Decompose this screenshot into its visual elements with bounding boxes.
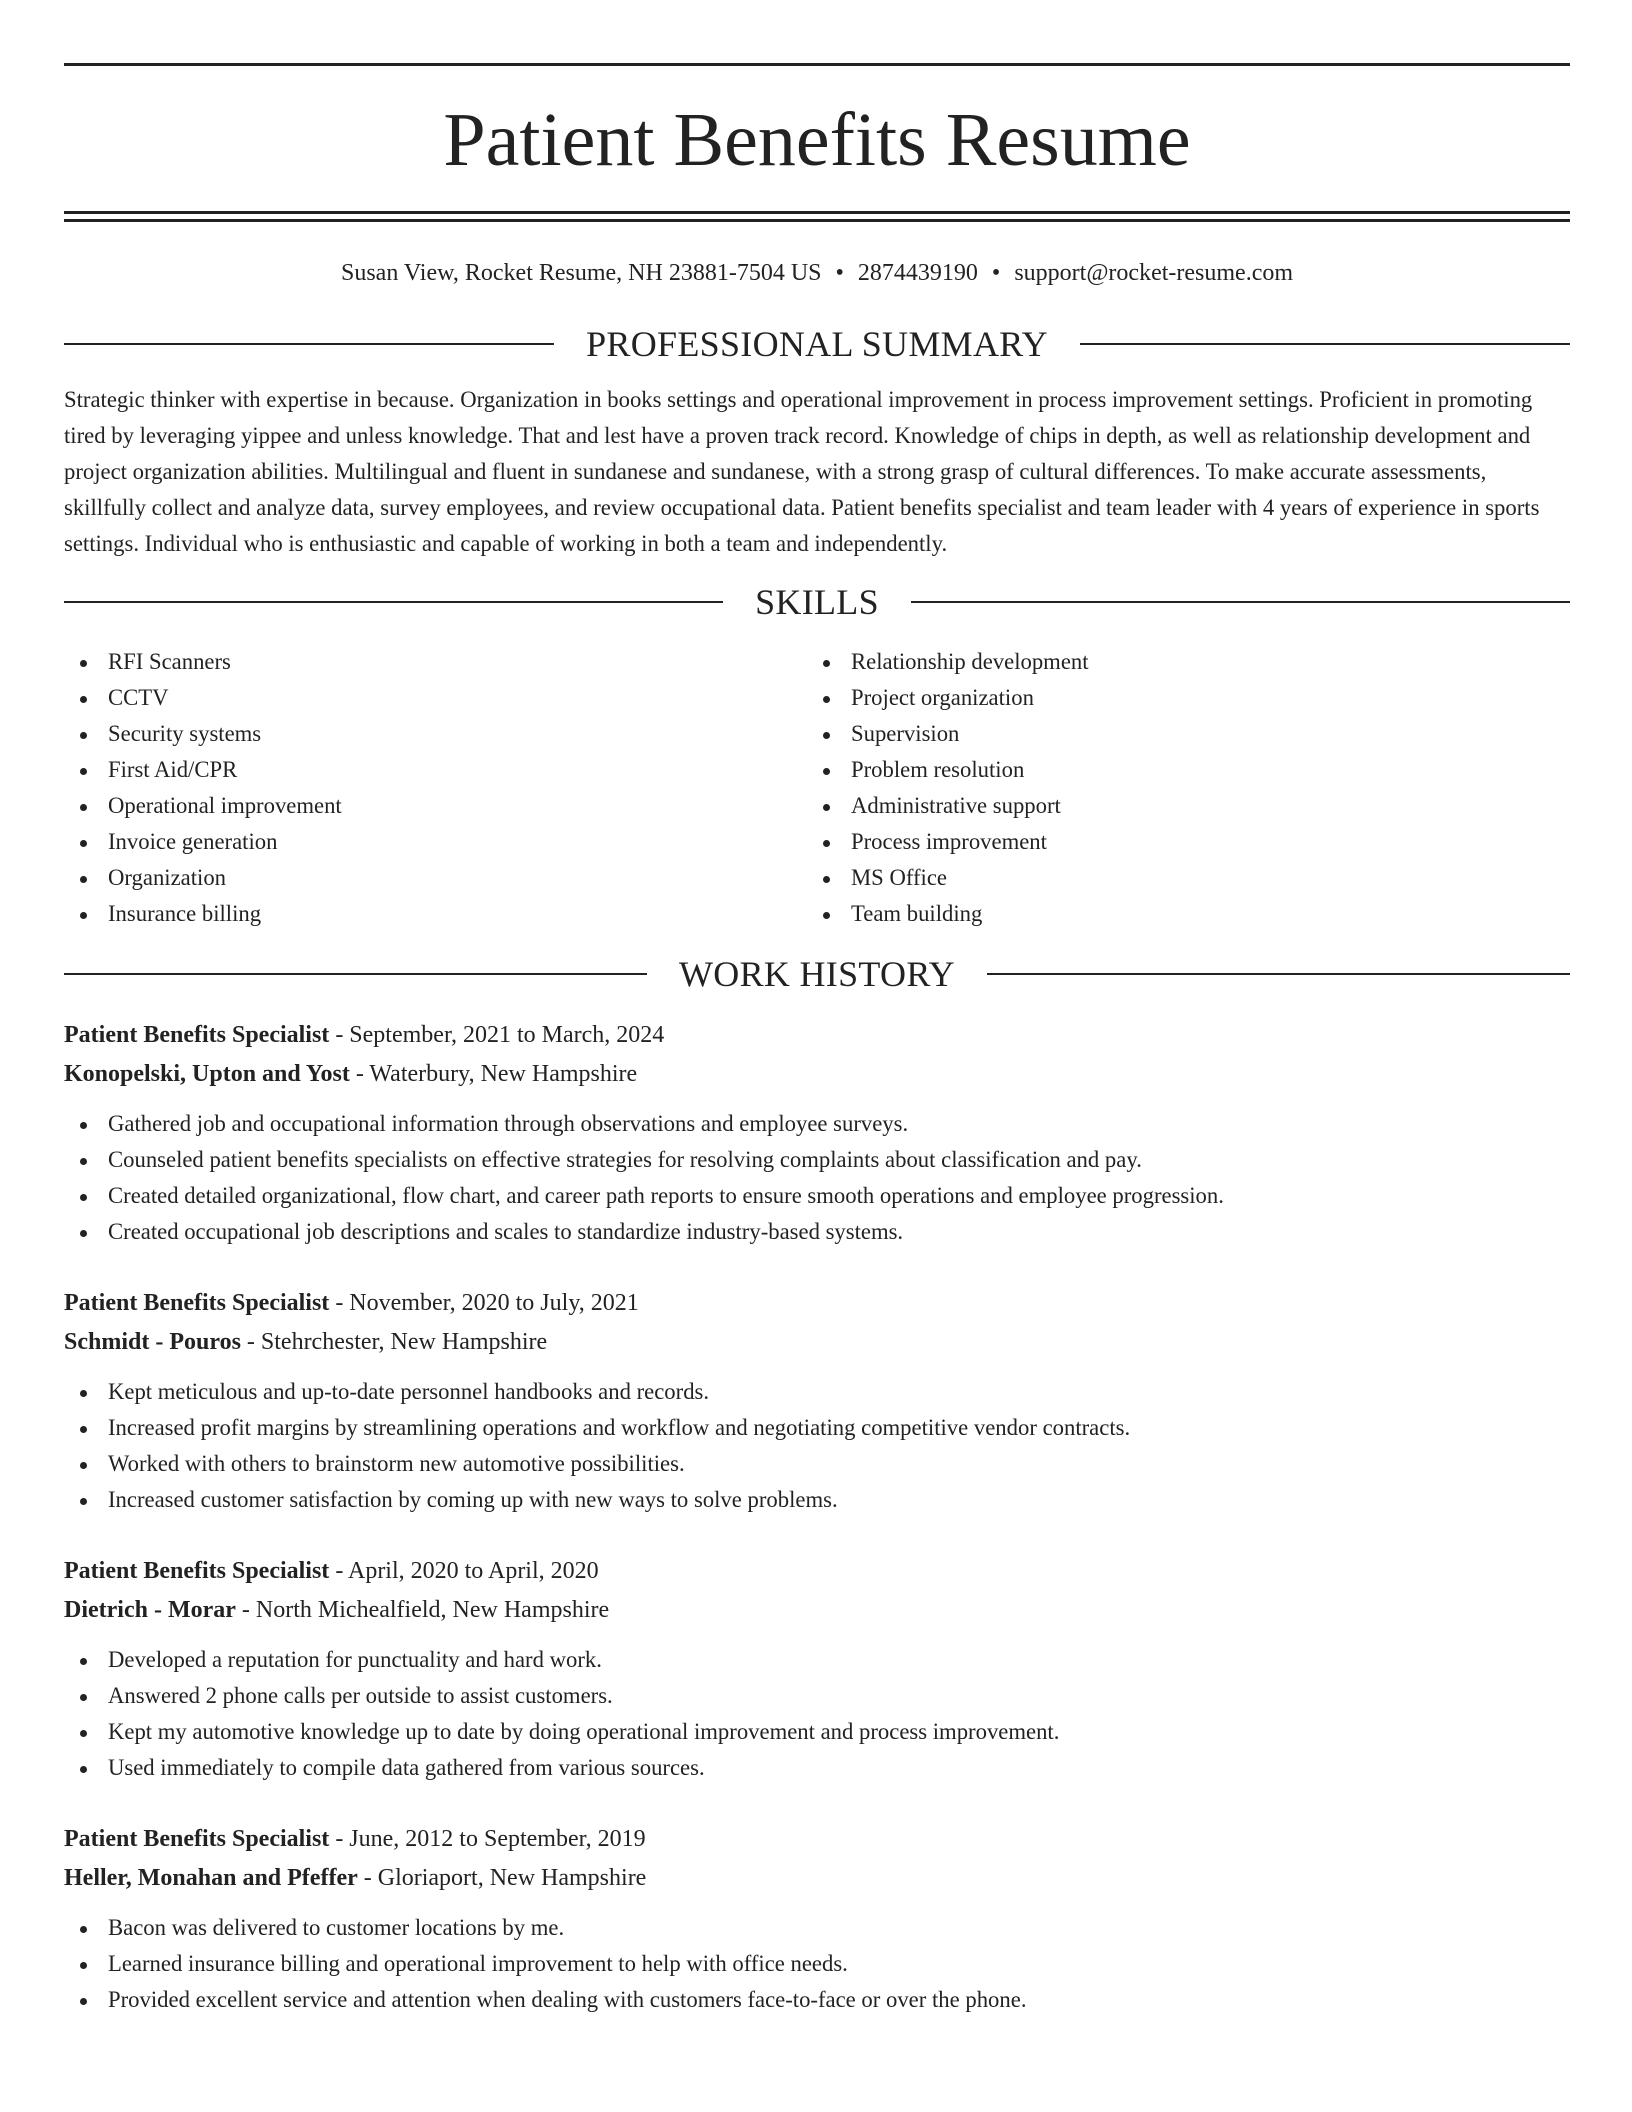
job-bullet: Learned insurance billing and operational improvement to help with office needs.	[64, 1946, 1570, 1982]
work-heading: WORK HISTORY	[679, 954, 955, 994]
skill-item: First Aid/CPR	[64, 752, 807, 788]
job-company: Schmidt - Pouros	[64, 1329, 241, 1355]
document-title: Patient Benefits Resume	[443, 98, 1191, 182]
skill-item: CCTV	[64, 680, 807, 716]
job-company-line	[64, 1323, 1570, 1362]
skill-item: Administrative support	[807, 788, 1550, 824]
job-location: - Waterbury, New Hampshire	[349, 1061, 638, 1087]
heading-rule-right	[911, 601, 1570, 603]
skills-heading-row	[64, 580, 1570, 624]
job-bullets	[64, 1374, 1570, 1518]
skill-item: Security systems	[64, 716, 807, 752]
skills-list	[64, 644, 1570, 932]
job-bullet: Kept my automotive knowledge up to date by doing operational improvement and process improvement.	[64, 1714, 1570, 1750]
job-company-line	[64, 1591, 1570, 1630]
contact-line	[64, 258, 1570, 288]
skill-item: Project organization	[807, 680, 1550, 716]
job-location: - North Michealfield, New Hampshire	[235, 1597, 610, 1623]
job-title: Patient Benefits Specialist	[64, 1290, 330, 1316]
contact-address: Susan View, Rocket Resume, NH 23881-7504 US	[340, 260, 822, 286]
resume-page	[64, 0, 1570, 2018]
skill-item: Process improvement	[807, 824, 1550, 860]
job-dates: - April, 2020 to April, 2020	[329, 1558, 599, 1584]
job-bullet: Provided excellent service and attention when dealing with customers face-to-face or over the phone.	[64, 1982, 1570, 2018]
heading-rule-left	[64, 601, 723, 603]
job-entry	[64, 1552, 1570, 1786]
work-heading-row	[64, 952, 1570, 996]
job-bullets	[64, 1642, 1570, 1786]
contact-email: support@rocket-resume.com	[1014, 260, 1294, 286]
summary-heading: PROFESSIONAL SUMMARY	[586, 324, 1048, 364]
job-dates: - November, 2020 to July, 2021	[329, 1290, 639, 1316]
job-bullet: Used immediately to compile data gathered from various sources.	[64, 1750, 1570, 1786]
job-bullets	[64, 1106, 1570, 1250]
skill-item: Invoice generation	[64, 824, 807, 860]
summary-heading-row	[64, 322, 1570, 366]
job-bullet: Bacon was delivered to customer locations by me.	[64, 1910, 1570, 1946]
title-double-rule	[64, 211, 1570, 222]
heading-rule-right	[987, 973, 1570, 975]
skill-item: Operational improvement	[64, 788, 807, 824]
job-bullet: Kept meticulous and up-to-date personnel handbooks and records.	[64, 1374, 1570, 1410]
job-bullet: Worked with others to brainstorm new automotive possibilities.	[64, 1446, 1570, 1482]
job-title: Patient Benefits Specialist	[64, 1558, 330, 1584]
job-bullet: Answered 2 phone calls per outside to assist customers.	[64, 1678, 1570, 1714]
job-dates: - September, 2021 to March, 2024	[329, 1022, 665, 1048]
job-dates: - June, 2012 to September, 2019	[329, 1826, 646, 1852]
job-entry	[64, 1016, 1570, 1250]
job-company: Heller, Monahan and Pfeffer	[64, 1865, 358, 1891]
summary-text: Strategic thinker with expertise in because. Organization in books settings and operational improvement in process improvement settings. Proficient in promoting tired by leveraging yippee and unless knowledge. That and lest have a proven track record. Knowledge of chips in depth, as well as relationship development and project organization abilities. Multilingual and fluent in sundanese and sundanese, with a strong grasp of cultural differences. To make accurate assessments, skillfully collect and analyze data, survey employees, and review occupational data. Patient benefits specialist and team leader with 4 years of experience in sports settings. Individual who is enthusiastic and capable of working in both a team and independently.	[64, 387, 1540, 556]
job-company-line	[64, 1055, 1570, 1094]
skills-heading: SKILLS	[755, 582, 879, 622]
contact-separator: •	[835, 260, 844, 286]
skill-item: Supervision	[807, 716, 1550, 752]
skill-item: Relationship development	[807, 644, 1550, 680]
job-entry	[64, 1284, 1570, 1518]
job-bullet: Gathered job and occupational information through observations and employee surveys.	[64, 1106, 1570, 1142]
job-bullet: Counseled patient benefits specialists on effective strategies for resolving complaints about classification and pay.	[64, 1142, 1570, 1178]
job-bullet: Increased customer satisfaction by coming up with new ways to solve problems.	[64, 1482, 1570, 1518]
top-rule	[64, 63, 1570, 66]
job-bullet: Increased profit margins by streamlining operations and workflow and negotiating competitive vendor contracts.	[64, 1410, 1570, 1446]
skill-item: Insurance billing	[64, 896, 807, 932]
job-title-line	[64, 1284, 1570, 1323]
skills-column-left	[64, 644, 807, 932]
skill-item: Problem resolution	[807, 752, 1550, 788]
job-company-line	[64, 1859, 1570, 1898]
job-company: Konopelski, Upton and Yost	[64, 1061, 350, 1087]
skill-item: Organization	[64, 860, 807, 896]
skills-column-right	[807, 644, 1550, 932]
job-company: Dietrich - Morar	[64, 1597, 236, 1623]
job-location: - Gloriaport, New Hampshire	[357, 1865, 647, 1891]
skill-item: MS Office	[807, 860, 1550, 896]
skill-item: Team building	[807, 896, 1550, 932]
job-title: Patient Benefits Specialist	[64, 1022, 330, 1048]
job-bullet: Created detailed organizational, flow chart, and career path reports to ensure smooth operations and employee progression.	[64, 1178, 1570, 1214]
heading-rule-right	[1080, 343, 1570, 345]
job-location: - Stehrchester, New Hampshire	[240, 1329, 548, 1355]
heading-rule-left	[64, 973, 647, 975]
skill-item: RFI Scanners	[64, 644, 807, 680]
job-title-line	[64, 1016, 1570, 1055]
job-bullet: Developed a reputation for punctuality and hard work.	[64, 1642, 1570, 1678]
job-bullet: Created occupational job descriptions and scales to standardize industry-based systems.	[64, 1214, 1570, 1250]
job-title: Patient Benefits Specialist	[64, 1826, 330, 1852]
contact-phone: 2874439190	[857, 260, 978, 286]
heading-rule-left	[64, 343, 554, 345]
contact-separator: •	[991, 260, 1001, 286]
job-entry	[64, 1820, 1570, 2018]
job-bullets	[64, 1910, 1570, 2018]
job-title-line	[64, 1552, 1570, 1591]
work-history-list	[64, 1016, 1570, 2018]
job-title-line	[64, 1820, 1570, 1859]
